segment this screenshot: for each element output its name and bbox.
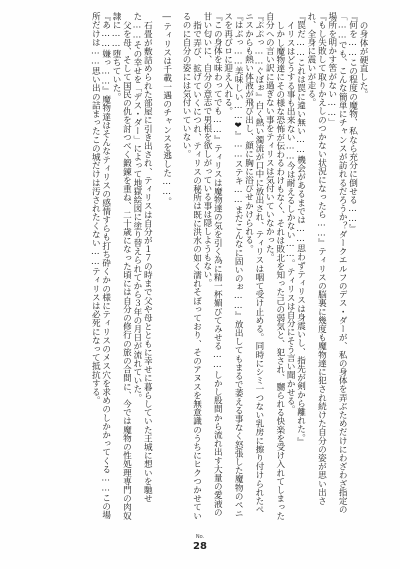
paragraph: しかし魔物達にその様な恐怖が伝わるわけもなく、それは敗北を知った己の弱気と、犯され、嬲られる快楽を受け入れてしまった自分への言い訳に過ぎない事をティリスは気付いていなかった。 (264, 12, 285, 520)
page-number-mark: No. (195, 534, 205, 540)
paragraph: 指で弄び、拡げていくにつれ、ティリスの秘所は既に洪水の如く濡れそぼっており、そのアヌスを無意識のうちにヒクつかせているのに自分の姿には気付いていない。 (181, 12, 202, 520)
page-number: 28 (193, 541, 207, 552)
vertical-body-text (24, 12, 368, 522)
dialogue-paragraph: 『はぶっ……美味しい……❤』……ステキ……まだこんなに固いのぉ……』放出してもまるで萎える事なく怒張した魔物のペニスを再びロに迎え入れる。 (222, 12, 244, 518)
dialogue-paragraph: 『この身体を味わってでも……』ティリスは魔物達の気を引く為に精一杯媚びてみせる……しかし股間から流れ出す大量の愛液の甘い匂いに、自分の意志で男根を欲しがっている事は隠しようもない。 (201, 12, 223, 517)
paragraph: 父を母、そして国民の仇を討つべく鍛錬を重ね、二十歳になった頃には自分の修行の旅の合間に、今では魔物の性処理専門の肉奴隷に……堕ちていた。 (111, 12, 132, 520)
dialogue-paragraph: 『ぷぷっ……ぐぼぉ』白く熱い濁流が口中に放出され、ティリスは咽て受け止める。同時にシミ一つない乳房に擦り付けられたペニスからも熱い体液が飛び出し、顔に胸に浴びせかけられる。 (243, 12, 264, 514)
scene-break-paragraph: ―ティリスは千載一遇のチャンスを逃した……。 (161, 12, 172, 206)
dialogue-paragraph: 『あ……嫌っ……』魔物達はそんなティリスの感情すらも打ち砕くかの様にティリスのメス穴を求めのしかかってくる……この場所だけは……思い出の詰まったこの城だけは汚されたくない……ティリスは必死になって抵抗する。 (90, 12, 111, 520)
dialogue-paragraph: 「……でも、こんな簡単にチャンスが訪れるだろうか？ダークエルフのデス・ダーが、私の身体を弄ぶためだけにわざわざ指定の場所を明かす筈がない……」 (326, 12, 348, 514)
paragraph: の身体が硬直した。 (358, 20, 368, 98)
dialogue-paragraph: 『何を……この程度の魔物、私なら充分に倒せる……』 (347, 12, 358, 233)
paragraph: 石畳が敷詰められた部屋に引き出され、ティリスは自分が１７の時まで父や母とともに幸せに暮らしていた王城に想いを馳せた……その幸せを「デス・ダー」によって地獄絵図に塗り替えられてから３年の月日が流れていた。 (131, 12, 153, 503)
paragraph: イリスはどうする事も出来ない……今は耐えるしかない……。ティリスは自分にそう言い聞かせる。 (285, 20, 296, 414)
dialogue-paragraph: 『もし失敗して取りかえしのつかない状況になったら……』ティリスの脳裏に幾度も魔物達に犯され続けた自分の姿が思い出され、全身に震いが走る。 (305, 12, 327, 505)
dialogue-paragraph: 『罠だ……これは罠に違い無い……機会があるまでは……思わずティリスは身震いし、指先が剣から離れた。』 (295, 12, 306, 447)
